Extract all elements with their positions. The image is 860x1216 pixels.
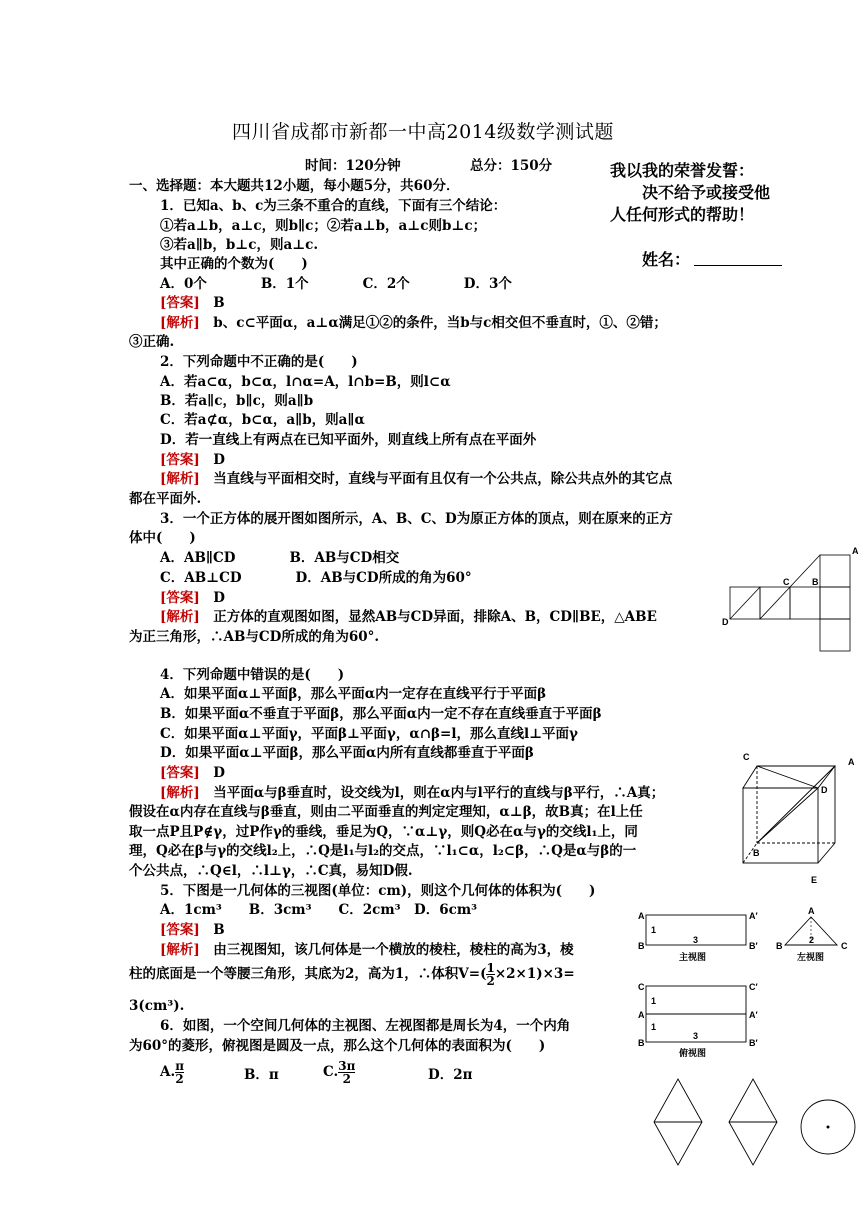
q3-options-cd: C．AB⊥CD D．AB与CD所成的角为60° — [160, 570, 472, 586]
top-label-b: B — [638, 1038, 645, 1048]
q1-options: A．0个 B．1个 C．2个 D．3个 — [160, 276, 512, 292]
top-label-a: A — [638, 1010, 645, 1020]
answer-tag: [答案] — [160, 765, 200, 781]
q6-option-a — [160, 1060, 184, 1085]
answer-tag: [答案] — [160, 590, 200, 606]
q6-option-c — [323, 1060, 355, 1085]
cube-label-e: E — [811, 875, 818, 885]
front-label-b: B — [638, 941, 645, 951]
q3-stem1: 3．一个正方体的展开图如图所示，A、B、C、D为原正方体的顶点，则在原来的正方 — [160, 511, 673, 527]
q3-analysis1: 正方体的直观图如图，显然AB与CD异面，排除A、B，CD∥BE，△ABE — [213, 609, 657, 625]
q2-analysis1: 当直线与平面相交时，直线与平面有且仅有一个公共点，除公共点外的其它点 — [213, 471, 673, 487]
analysis-tag: [解析] — [160, 609, 200, 625]
q4-answer: D — [213, 765, 225, 781]
front-width: 3 — [693, 935, 699, 945]
cube-label-c: C — [743, 752, 750, 762]
q1-stem: 1．已知a、b、c为三条不重合的直线，下面有三个结论： — [160, 198, 507, 214]
fraction-one-half — [486, 962, 494, 987]
top-height1: 1 — [651, 996, 657, 1006]
q4-analysis-row — [160, 783, 664, 803]
section-heading: 一、选择题：本大题共12小题，每小题5分，共60分． — [129, 178, 460, 194]
q5-an2 — [129, 962, 575, 987]
top-view-caption: 俯视图 — [679, 1048, 707, 1058]
q3-analysis2: 为正三角形，∴AB与CD所成的角为60°. — [129, 629, 380, 645]
answer-tag: [答案] — [160, 922, 200, 938]
q3-stem2: 体中( ) — [129, 530, 196, 546]
cube-figure — [735, 748, 860, 888]
name-label: 姓名： — [642, 250, 691, 269]
front-view-caption: 主视图 — [679, 952, 707, 962]
pledge-line2: 决不给予或接受他 — [642, 183, 771, 202]
frac-num: 1 — [486, 961, 495, 975]
q5-an1: 由三视图知，该几何体是一个横放的棱柱，棱柱的高为3，棱 — [213, 942, 574, 958]
front-label-b-prime: B′ — [749, 941, 758, 951]
frac-den: 2 — [342, 1072, 351, 1086]
analysis-tag: [解析] — [160, 942, 200, 958]
frac-num: 3π — [338, 1059, 356, 1073]
cube-label-d: D — [821, 785, 828, 795]
q3-answer: D — [213, 590, 225, 606]
top-label-c-prime: C′ — [749, 982, 758, 992]
exam-time: 时间：120分钟 — [305, 158, 401, 174]
q5-answer-row — [160, 920, 225, 940]
side-label-a: A — [808, 906, 815, 916]
q2-option-b: B．若a∥c，b∥c，则a∥b — [160, 393, 314, 409]
q4-an2: 假设在α内存在直线与β垂直，则由二平面垂直的判定定理知，α⊥β，故B真；在l上任 — [129, 804, 643, 820]
fraction-pi-over-2 — [175, 1060, 184, 1085]
net-label-a: A — [852, 546, 859, 556]
q1-answer: B — [213, 295, 225, 311]
top-label-c: C — [638, 982, 645, 992]
front-label-a: A — [638, 911, 645, 921]
q2-option-c: C．若a⊄α，b⊂α，a∥b，则a∥α — [160, 412, 365, 428]
q3-analysis-row — [160, 607, 657, 627]
q6-option-d: D．2π — [428, 1067, 473, 1083]
net-label-d: D — [722, 617, 729, 627]
q4-an4: 理，Q必在β与γ的交线l₂上，∴Q是l₁与l₂的交点，∵l₁⊂α，l₂⊂β，∴Q是α与β的一 — [129, 843, 637, 859]
q2-analysis2: 都在平面外. — [129, 491, 202, 507]
q5-an2a: 柱的底面是一个等腰三角形，其底为2，高为1，∴体积V=( — [129, 966, 487, 982]
side-view-caption: 左视图 — [797, 952, 825, 962]
q4-answer-row — [160, 763, 225, 783]
q6-center-point — [827, 1126, 830, 1129]
q2-answer: D — [213, 452, 225, 468]
q5-stem: 5．下图是一几何体的三视图(单位：cm)，则这个几何体的体积为( ) — [160, 883, 596, 899]
cube-label-b: B — [753, 848, 760, 858]
q4-option-b: B．如果平面α不垂直于平面β，那么平面α内一定不存在直线垂直于平面β — [160, 706, 602, 722]
analysis-tag: [解析] — [160, 315, 200, 331]
pledge-line1: 我以我的荣誉发誓： — [610, 161, 755, 180]
q5-answer: B — [213, 922, 225, 938]
top-view-figure — [636, 978, 766, 1060]
side-label-c: C — [841, 941, 848, 951]
front-label-a-prime: A′ — [749, 911, 758, 921]
q1-analysis2: ③正确. — [129, 334, 175, 350]
top-label-a-prime: A′ — [749, 1010, 758, 1020]
pledge-line3: 人任何形式的帮助！ — [610, 205, 755, 224]
analysis-tag: [解析] — [160, 471, 200, 487]
fraction-3pi-over-2 — [338, 1060, 355, 1085]
q4-option-d: D．如果平面α⊥平面β，那么平面α内所有直线都垂直于平面β — [160, 745, 534, 761]
q6-views-figure — [650, 1075, 860, 1167]
q2-stem: 2．下列命题中不正确的是( ) — [160, 354, 358, 370]
exam-total: 总分：150分 — [470, 158, 553, 174]
q4-an3: 取一点P且P∉γ，过P作γ的垂线，垂足为Q，∵α⊥γ，则Q必在α与γ的交线l₁上，同 — [129, 824, 638, 840]
analysis-tag: [解析] — [160, 785, 200, 801]
cube-net-figure — [720, 545, 860, 655]
q6-c-label: C. — [323, 1064, 339, 1080]
q3-answer-row — [160, 588, 225, 608]
q5-options: A．1cm³ B．3cm³ C．2cm³ D．6cm³ — [160, 902, 478, 918]
q2-analysis-row — [160, 469, 672, 489]
q2-answer-row — [160, 450, 225, 470]
answer-tag: [答案] — [160, 452, 200, 468]
q1-line4: 其中正确的个数为( ) — [160, 256, 308, 272]
q4-an5: 个公共点，∴Q∈l，∴l⊥γ，∴C真，易知D假. — [129, 863, 413, 879]
side-view-figure — [775, 905, 860, 965]
q6-stem2: 为60°的菱形，俯视图是圆及一点，那么这个几何体的表面积为( ) — [129, 1038, 546, 1054]
q6-stem1: 6．如图，一个空间几何体的主视图、左视图都是周长为4，一个内角 — [160, 1018, 571, 1034]
q1-line3: ③若a∥b，b⊥c，则a⊥c. — [160, 237, 319, 253]
q3-options-ab: A．AB∥CD B．AB与CD相交 — [160, 550, 400, 566]
frac-num: π — [175, 1059, 184, 1073]
q4-stem: 4．下列命题中错误的是( ) — [160, 667, 345, 683]
q5-an3: 3(cm³). — [129, 998, 185, 1014]
side-label-b: B — [776, 941, 783, 951]
q5-an2b: ×2×1)×3= — [494, 966, 575, 982]
top-label-b-prime: B′ — [749, 1038, 758, 1048]
q2-option-a: A．若a⊂α，b⊂α，l∩α=A，l∩b=B，则l⊂α — [160, 374, 451, 390]
q5-analysis-row — [160, 940, 574, 960]
q1-analysis1: b、c⊂平面α，a⊥α满足①②的条件，当b与c相交但不垂直时，①、②错； — [213, 315, 667, 331]
cube-label-a: A — [848, 757, 855, 767]
front-view-figure — [636, 905, 766, 965]
q1-line2: ①若a⊥b，a⊥c，则b∥c；②若a⊥b，a⊥c则b⊥c； — [160, 218, 487, 234]
top-width: 3 — [693, 1031, 699, 1041]
q1-analysis-row — [160, 313, 667, 333]
net-label-b: B — [812, 577, 819, 587]
q6-option-b: B．π — [244, 1067, 279, 1083]
name-blank[interactable] — [694, 265, 782, 266]
q4-option-c: C．如果平面α⊥平面γ，平面β⊥平面γ，α∩β=l，那么直线l⊥平面γ — [160, 726, 578, 742]
top-height2: 1 — [651, 1022, 657, 1032]
page-title: 四川省成都市新都一中高2014级数学测试题 — [232, 121, 614, 143]
net-label-c: C — [783, 577, 790, 587]
q4-an1: 当平面α与β垂直时，设交线为l，则在α内与l平行的直线与β平行，∴A真； — [213, 785, 665, 801]
q4-option-a: A．如果平面α⊥平面β，那么平面α内一定存在直线平行于平面β — [160, 686, 547, 702]
q6-a-label: A. — [160, 1064, 176, 1080]
q2-option-d: D．若一直线上有两点在已知平面外，则直线上所有点在平面外 — [160, 432, 537, 448]
side-base: 2 — [809, 935, 815, 945]
answer-tag: [答案] — [160, 295, 200, 311]
q1-answer-row — [160, 293, 225, 313]
frac-den: 2 — [175, 1072, 184, 1086]
frac-den: 2 — [486, 974, 495, 988]
front-height: 1 — [651, 925, 657, 935]
